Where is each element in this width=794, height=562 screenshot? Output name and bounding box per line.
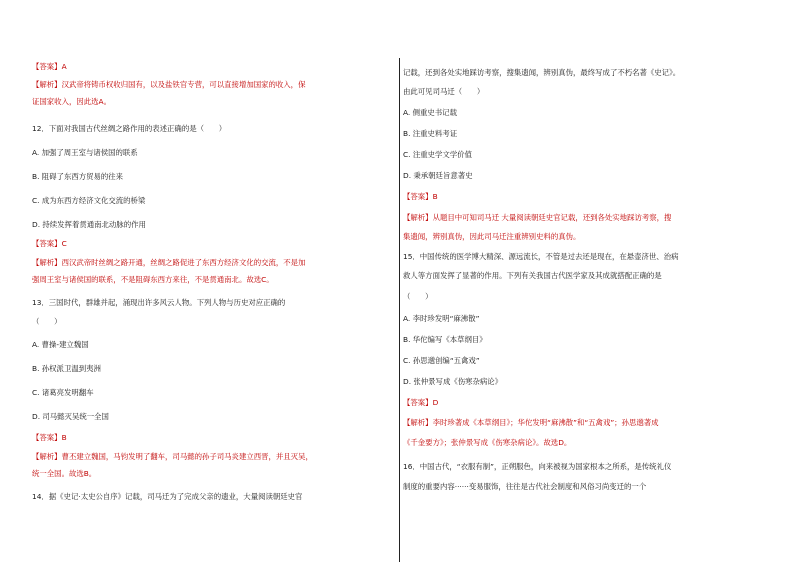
q15-option-d: D. 张仲景写成《伤寒杂病论》 <box>403 377 503 386</box>
q12-answer: 【答案】C <box>32 239 67 248</box>
q15-stem-line-3: （ ） <box>403 292 433 301</box>
q15-analysis-line-1: 【解析】李时珍著成《本草纲目》；华佗发明“麻沸散”和“五禽戏”；孙思邈著成 <box>403 418 659 427</box>
q12-option-a: A. 加强了周王室与诸侯国的联系 <box>32 148 138 157</box>
q11-analysis-line-2: 证国家收入，因此选A。 <box>32 97 111 106</box>
q13-option-c: C. 诸葛亮发明翻车 <box>32 388 94 397</box>
q12-analysis-line-2: 强周王室与诸侯国的联系，不是阻碍东西方来往，不是贯通南北。故选C。 <box>32 275 274 284</box>
q14-stem-line-2: 记载，还到各处实地踩访考察，搜集遗闻，辨别真伪，最终写成了不朽名著《史记》。 <box>403 68 681 77</box>
q13-analysis-line-1: 【解析】曹丕建立魏国，马钧发明了翻车，司马懿的孙子司马炎建立西晋，并且灭吴， <box>32 452 313 461</box>
q14-option-a: A. 侧重史书记载 <box>403 108 457 117</box>
q12-option-c: C. 成为东西方经济文化交流的桥梁 <box>32 196 146 205</box>
q14-analysis-line-2: 集遗闻，辨别真伪，因此司马迁注重辨别史料的真伪。 <box>403 232 581 241</box>
q15-answer: 【答案】D <box>403 398 439 407</box>
q15-stem-line-2: 救人等方面发挥了显著的作用。下列有关我国古代医学家及其成就搭配正确的是 <box>403 271 662 280</box>
q15-option-c: C. 孙思邈创编“五禽戏” <box>403 356 480 365</box>
q15-option-a: A. 李时珍发明“麻沸散” <box>403 314 480 323</box>
q14-option-b: B. 注重史料考证 <box>403 129 458 138</box>
column-divider <box>399 58 400 562</box>
q14-answer: 【答案】B <box>403 192 438 201</box>
q12-option-b: B. 阻碍了东西方贸易的往来 <box>32 172 124 181</box>
q13-option-b: B. 孙权派卫温到夷洲 <box>32 364 101 373</box>
q13-stem-line-2: （ ） <box>32 317 62 326</box>
q16-stem-line-2: 制度的重要内容······变易服饰，往往是古代社会制度和风俗习尚变迁的一个 <box>403 482 647 491</box>
q13-option-d: D. 司马懿灭吴统一全国 <box>32 412 109 421</box>
q13-stem-line-1: 13．三国时代，群雄并起，涌现出许多风云人物。下列人物与历史对应正确的 <box>32 298 286 307</box>
q11-answer: 【答案】A <box>32 62 67 71</box>
q12-option-d: D. 持续发挥着贯通南北动脉的作用 <box>32 220 146 229</box>
q15-stem-line-1: 15．中国传统的医学博大精深、源远流长，不管是过去还是现在，在悬壶济世、治病 <box>403 252 679 261</box>
q15-analysis-line-2: 《千金要方》；张仲景写成《伤寒杂病论》。故选D。 <box>403 438 572 447</box>
q13-analysis-line-2: 统一全国。故选B。 <box>32 469 97 478</box>
q13-answer: 【答案】B <box>32 433 67 442</box>
q12-analysis-line-1: 【解析】西汉武帝时丝绸之路开通，丝绸之路促进了东西方经济文化的交流，不是加 <box>32 258 306 267</box>
q14-analysis-line-1: 【解析】从题目中可知司马迁 大量阅读朝廷史官记载，还到各处实地踩访考察，搜 <box>403 213 672 222</box>
q12-stem: 12．下面对我国古代丝绸之路作用的表述正确的是（ ） <box>32 124 227 133</box>
q14-stem-line-1: 14．据《史记·太史公自序》记载，司马迁为了完成父亲的遗业，大量阅读朝廷史官 <box>32 492 303 501</box>
q14-stem-line-3: 由此可见司马迁（ ） <box>403 87 485 96</box>
q14-option-d: D. 秉承朝廷旨意著史 <box>403 171 473 180</box>
q15-option-b: B. 华佗编写《本草纲目》 <box>403 335 487 344</box>
q11-analysis-line-1: 【解析】汉武帝将铸币权收归国有，以及盐铁官专营，可以直接增加国家的收入，保 <box>32 80 306 89</box>
q14-option-c: C. 注重史学文学价值 <box>403 150 472 159</box>
q16-stem-line-1: 16．中国古代，“衣服有制”，正朔服色，向来被视为国家根本之所系，是传统礼仪 <box>403 462 672 471</box>
q13-option-a: A. 曹操-建立魏国 <box>32 340 89 349</box>
